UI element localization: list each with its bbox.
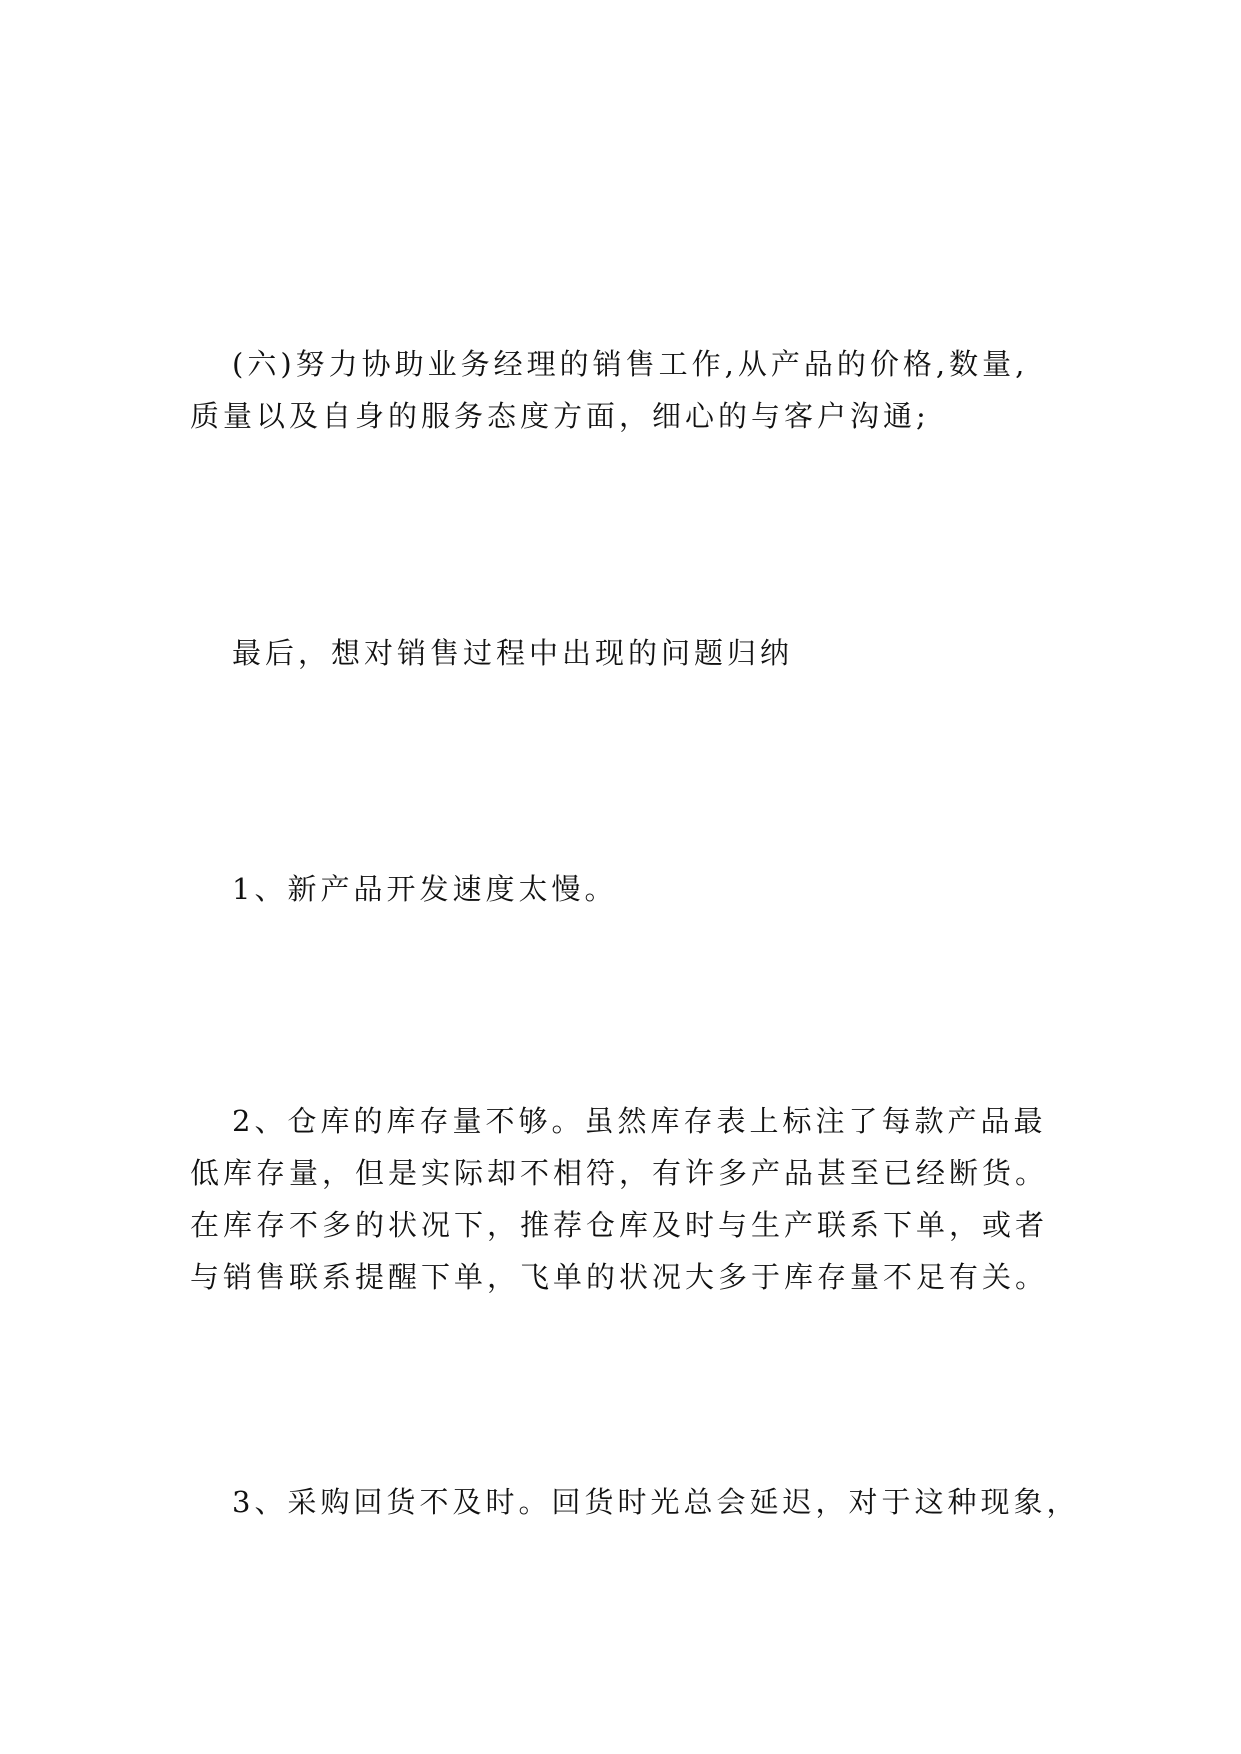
paragraph-line: (六)努力协助业务经理的销售工作,从产品的价格,数量,: [232, 347, 1029, 381]
paragraph-sales-assistance: [190, 338, 1070, 442]
paragraph-line: 最后，想对销售过程中出现的问题归纳: [232, 636, 794, 670]
paragraph-line: 3、采购回货不及时。回货时光总会延迟，对于这种现象，: [232, 1485, 1080, 1519]
paragraph-issue-1: [190, 863, 1070, 915]
paragraph-line: 质量以及自身的服务态度方面，细心的与客户沟通;: [190, 399, 930, 433]
paragraph-line: 1、新产品开发速度太慢。: [232, 872, 618, 906]
paragraph-issue-3: [190, 1476, 1080, 1528]
paragraph-line: 2、仓库的库存量不够。虽然库存表上标注了每款产品最: [232, 1104, 1047, 1138]
paragraph-line: 在库存不多的状况下，推荐仓库及时与生产联系下单，或者: [190, 1208, 1049, 1242]
paragraph-line: 低库存量，但是实际却不相符，有许多产品甚至已经断货。: [190, 1156, 1049, 1190]
paragraph-summary-heading: [190, 627, 1070, 679]
paragraph-issue-2: [190, 1095, 1070, 1303]
paragraph-line: 与销售联系提醒下单，飞单的状况大多于库存量不足有关。: [190, 1260, 1049, 1294]
